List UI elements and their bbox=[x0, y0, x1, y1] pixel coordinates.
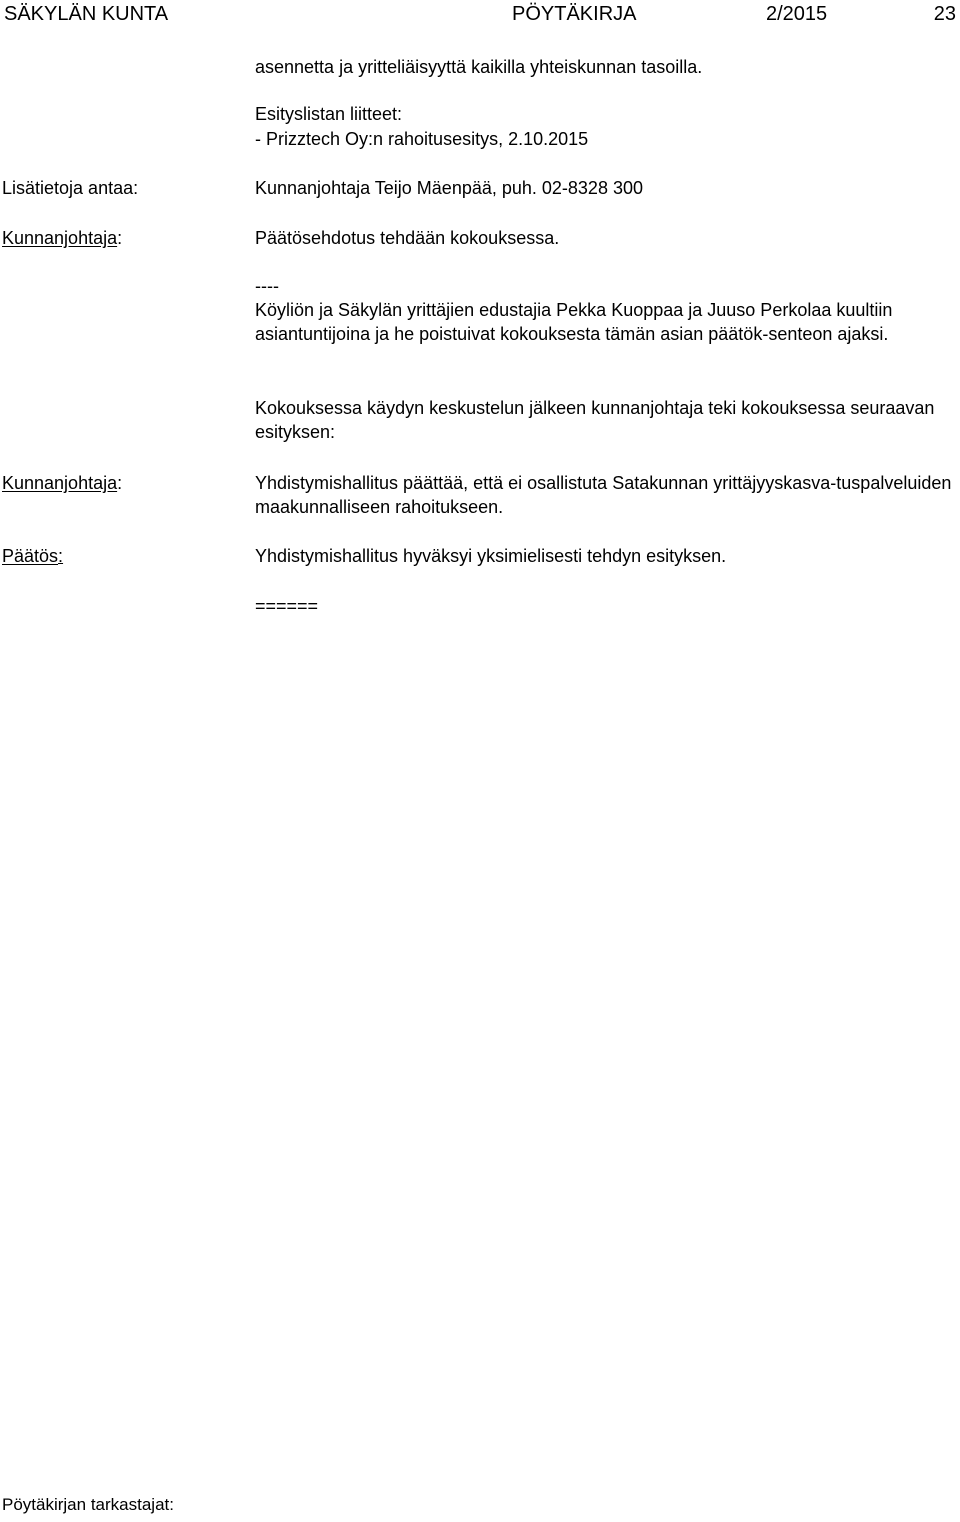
discussion-paragraph: Kokouksessa käydyn keskustelun jälkeen kunnanjohtaja teki kokouksessa seuraavan esityksen: bbox=[255, 398, 935, 443]
attachment-item: - Prizztech Oy:n rahoitusesitys, 2.10.2015 bbox=[255, 129, 589, 149]
intro-line: asennetta ja yritteliäisyyttä kaikilla yhteiskunnan tasoilla. bbox=[255, 57, 703, 77]
reviewers-label: Pöytäkirjan tarkastajat: bbox=[2, 1495, 174, 1514]
page-header bbox=[4, 0, 956, 28]
info-label: Lisätietoja antaa: bbox=[2, 178, 139, 198]
proposal-paragraph: Yhdistymishallitus päättää, että ei osallistuta Satakunnan yrittäjyyskasva-tuspalveluiden maakunnalliseen rahoitukseen. bbox=[255, 473, 952, 518]
decision-text: Yhdistymishallitus hyväksyi yksimielisesti tehdyn esityksen. bbox=[255, 546, 727, 566]
proposal-label-2-text: Kunnanjohtaja bbox=[2, 473, 118, 493]
separator: ---- bbox=[255, 276, 279, 296]
attachments-title: Esityslistan liitteet: bbox=[255, 104, 403, 124]
experts-paragraph: Köyliön ja Säkylän yrittäjien edustajia Pekka Kuoppaa ja Juuso Perkolaa kuultiin asiantuntijoina ja he poistuivat kokouksesta tämän asian päätök-senteon ajaksi. bbox=[255, 300, 893, 345]
page-number: 23 bbox=[933, 3, 956, 25]
document-type: PÖYTÄKIRJA bbox=[512, 3, 637, 25]
organization-name: SÄKYLÄN KUNTA bbox=[4, 3, 169, 25]
decision-label-text: Päätös bbox=[2, 546, 59, 566]
document-number: 2/2015 bbox=[766, 3, 828, 25]
end-marker: ====== bbox=[255, 596, 319, 616]
decision-label: Päätös: bbox=[2, 546, 64, 566]
proposal-label: Kunnanjohtaja: bbox=[2, 228, 123, 248]
proposal-label-text: Kunnanjohtaja bbox=[2, 228, 118, 248]
proposal-text: Päätösehdotus tehdään kokouksessa. bbox=[255, 228, 560, 248]
info-text: Kunnanjohtaja Teijo Mäenpää, puh. 02-8328 300 bbox=[255, 178, 643, 198]
proposal-label-2: Kunnanjohtaja: bbox=[2, 473, 123, 493]
